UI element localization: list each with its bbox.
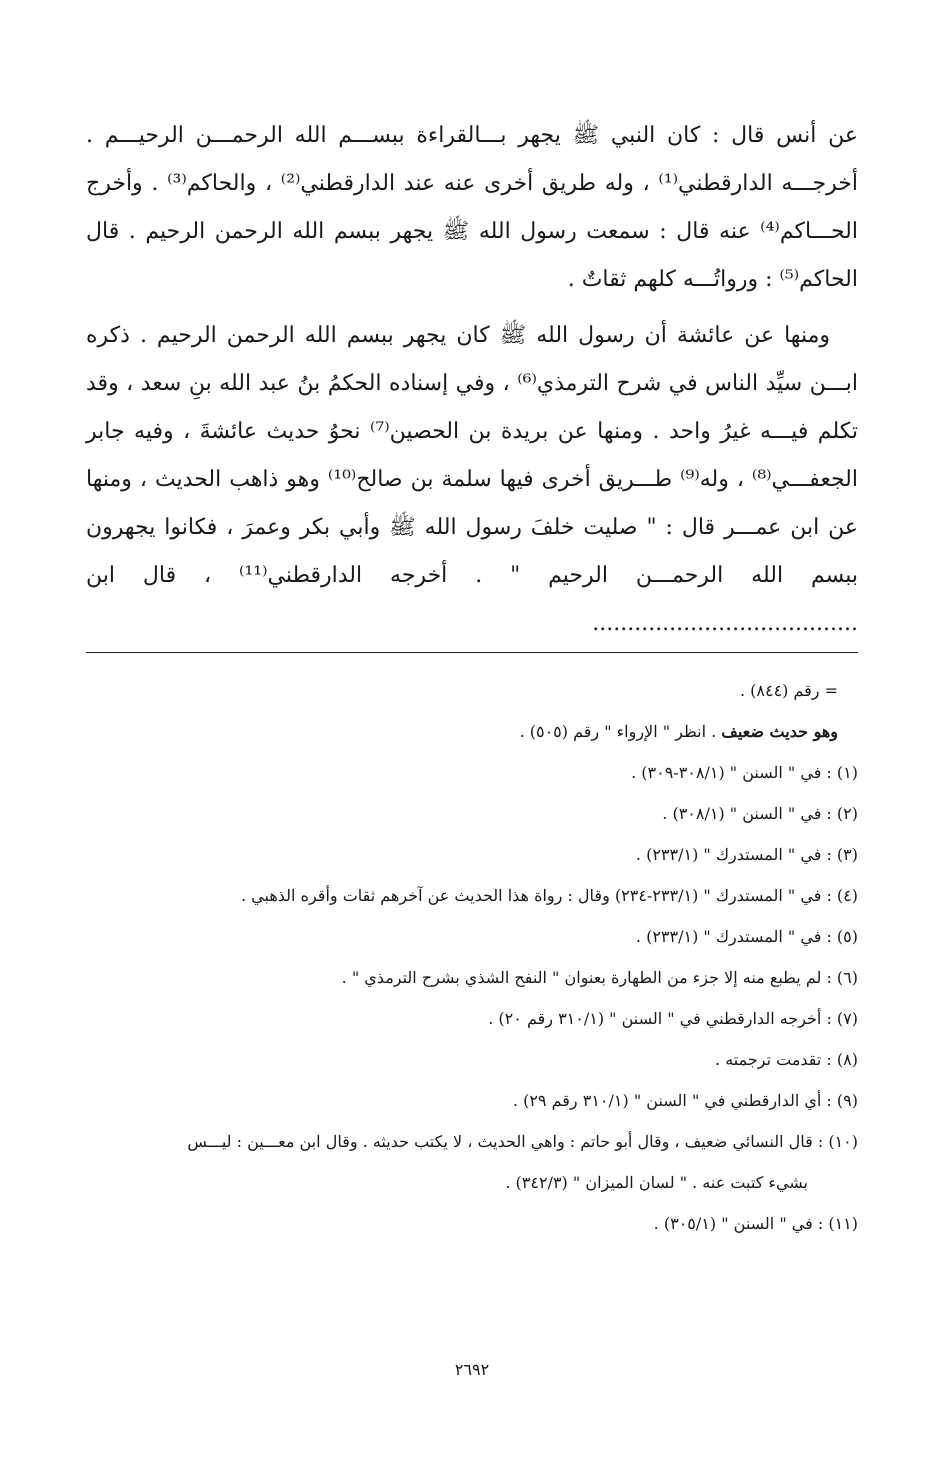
footnote-1: (١) : في " السنن " (٣٠٨/١-٣٠٩) . xyxy=(631,763,858,782)
footnote-ruling xyxy=(86,711,858,752)
footnote-7: (٧) : أخرجه الدارقطني في " السنن " (٣١٠/١ رقم ٢٠) . xyxy=(488,1009,858,1028)
paragraph-anas: عن أنس قال : كان النبي ﷺ يجهر بـــالقراءة ببســـم الله الرحمـــن الرحيـــم . أخرجـــه الدارقطني⁽¹⁾ ، وله طريق أخرى عنه عند الدارقطني⁽²⁾ ، والحاكم⁽³⁾ . وأخرج الحـــاكم⁽⁴⁾ عنه قال : سمعت رسول الله ﷺ يجهر ببسم الله الرحمن الرحيم . قال الحاكم⁽⁵⁾ : ورواتُـــه كلهم ثقاتٌ . xyxy=(86,123,859,292)
main-text-block xyxy=(86,112,858,656)
page-number: ٢٦٩٢ xyxy=(454,1360,490,1379)
footnote-4: (٤) : في " المستدرك " (٢٣٣/١-٢٣٤) وقال : رواة هذا الحديث عن آخرهم ثقات وأقره الذهبي . xyxy=(241,886,858,905)
footnote-6: (٦) : لم يطبع منه إلا جزء من الطهارة بعنوان " النفح الشذي بشرح الترمذي " . xyxy=(341,968,858,987)
ruling-rest-text: . انظر " الإرواء " رقم (٥٠٥) . xyxy=(519,722,722,741)
footnote-8: (٨) : تقدمت ترجمته . xyxy=(715,1050,858,1069)
paragraph-aisha: ومنها عن عائشة أن رسول الله ﷺ كان يجهر ببسم الله الرحمن الرحيم . ذكره ابـــن سيِّد الناس في شرح الترمذي⁽⁶⁾ ، وفي إسناده الحكمُ بنُ عبد الله بنِ سعد ، وقد تكلم فيـــه غيرُ واحد . ومنها عن بريدة بن الحصين⁽⁷⁾ نحوُ حديث عائشةَ ، وفيه جابر الجعفـــي⁽⁸⁾ ، وله⁽⁹⁾ طـــريق أخرى فيها سلمة بن صالح⁽¹⁰⁾ وهو ذاهب الحديث ، ومنها عن ابن عمـــر قال : " صليت خلفَ رسول الله ﷺ وأبي بكر وعمرَ ، فكانوا يجهرون ببسم الله الرحمـــن الرحيم " . أخرجه الدارقطني⁽¹¹⁾ ، قال ابن ...................................... xyxy=(86,323,859,636)
footnote-3: (٣) : في " المستدرك " (٢٣٣/١) . xyxy=(635,845,858,864)
footnote-continuation: = رقم (٨٤٤) . xyxy=(739,681,838,700)
footnote-2: (٢) : في " السنن " (٣٠٨/١) . xyxy=(662,804,858,823)
footnote-10-line1: (١٠) : قال النسائي ضعيف ، وقال أبو حاتم : واهي الحديث ، لا يكتب حديثه . وقال ابن معـــين : ليـــس xyxy=(187,1132,858,1151)
ruling-bold-text: وهو حديث ضعيف xyxy=(721,722,838,741)
footnote-11: (١١) : في " السنن " (٣٠٥/١) . xyxy=(653,1214,858,1233)
footnote-separator xyxy=(86,652,858,653)
footnote-10-line2: بشيء كتبت عنه . " لسان الميزان " (٣٤٢/٣) . xyxy=(505,1173,808,1192)
footnotes-block xyxy=(86,670,858,1244)
footnote-5: (٥) : في " المستدرك " (٢٣٣/١) . xyxy=(635,927,858,946)
footnote-9: (٩) : أي الدارقطني في " السنن " (٣١٠/١ رقم ٢٩) . xyxy=(512,1091,858,1110)
